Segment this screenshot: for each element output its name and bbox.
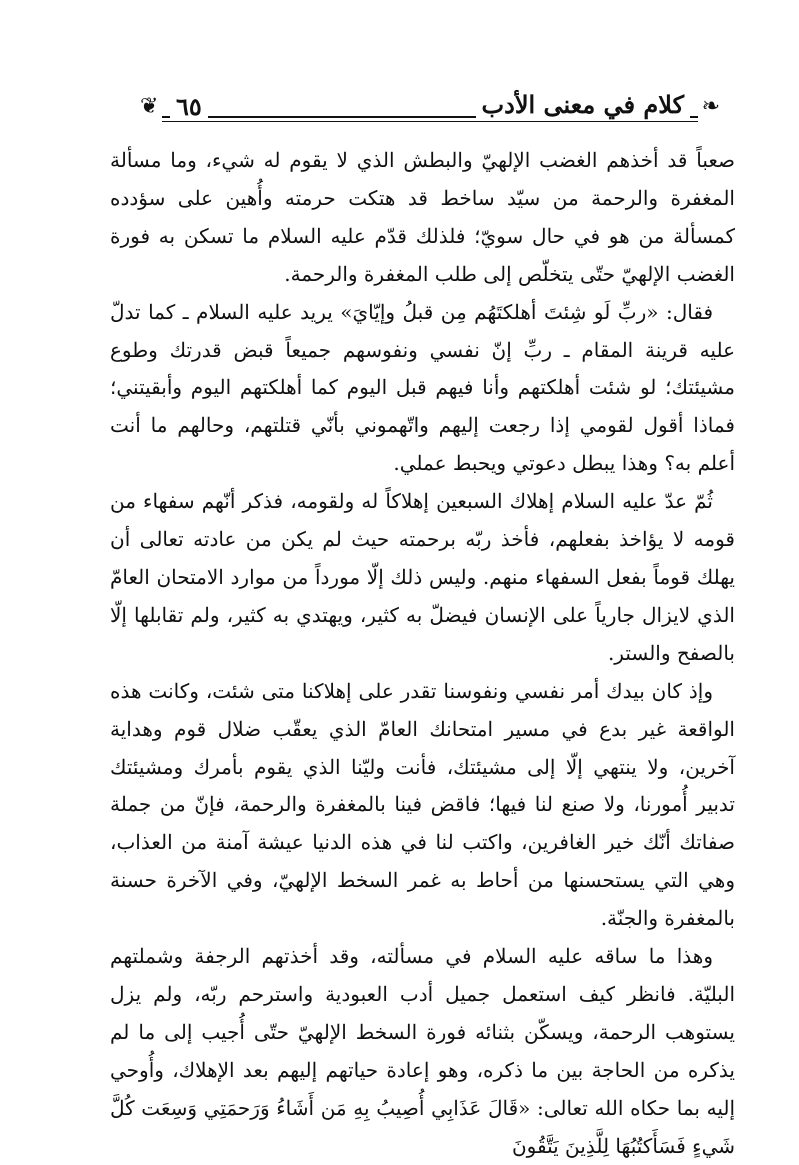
ornament-right-icon: ❧: [701, 94, 720, 119]
ornament-left-icon: ❦: [140, 94, 159, 119]
chapter-title: كلام في معنى الأدب: [476, 90, 690, 119]
paragraph: فقال: «ربِّ لَو شِئتَ أهلكتَهُم مِن قبلُ وإيّايَ» يريد عليه السلام ـ كما تدلّ عليه قرينة المقام ـ ربِّ إنّ نفسي ونفوسهم جميعاً قبض قدرتك وطوع مشيئتك؛ لو شئت أهلكتهم وأنا فيهم قبل اليوم كما أهلكتهم اليوم وأبقيتني؛ فماذا أقول لقومي إذا رجعت إليهم واتّهموني بأنّي قتلتهم، وحالهم ما أنت أعلم به؟ وهذا يبطل دعوتي ويحبط عملي.: [110, 299, 735, 476]
paragraph: وهذا ما ساقه عليه السلام في مسألته، وقد أخذتهم الرجفة وشملتهم البليّة. فانظر كيف استعمل جميل أدب العبودية واسترحم ربّه، ولم يزل يستوهب الرحمة، ويسكّن بثنائه فورة السخط الإلهيّ حتّى أُجيب إلى ما لم يذكره من الحاجة بين ما ذكره، وهو إعادة حياتهم إليهم بعد الإهلاك، وأُوحي إليه بما حكاه الله تعالى: «قَالَ عَذَابِي أُصِيبُ بِهِ مَن أَشَاءُ وَرَحمَتِي وَسِعَت كُلَّ شَيءٍ فَسَأَكتُبُهَا لِلَّذِينَ يَتَّقُونَ: [110, 944, 735, 1158]
header-rule-thin: [162, 121, 698, 122]
body-text: [110, 142, 735, 1165]
running-header: [140, 88, 720, 128]
paragraph: ثُمّ عدّ عليه السلام إهلاك السبعين إهلاكاً له ولقومه، فذكر أنّهم سفهاء من قومه لا يؤاخذ بفعلهم، فأخذ ربّه برحمته حيث لم يكن من عادته تعالى أن يهلك قوماً بفعل السفهاء منهم. وليس ذلك إلّا مورداً من موارد الامتحان العامّ الذي لايزال جارياً على الإنسان فيضلّ به كثير، ويهتدي به كثير، ولم تقابلها إلّا بالصفح والستر.: [110, 489, 735, 665]
page-number: ٦٥: [170, 92, 208, 121]
paragraph: صعباً قد أخذهم الغضب الإلهيّ والبطش الذي لا يقوم له شيء، وما مسألة المغفرة والرحمة من سيّد ساخط قد هتكت حرمته وأُهين على سؤدده كمسألة من هو في حال سويّ؛ فلذلك قدّم عليه السلام ما تسكن به فورة الغضب الإلهيّ حتّى يتخلّص إلى طلب المغفرة والرحمة.: [110, 148, 735, 286]
paragraph: وإذ كان بيدك أمر نفسي ونفوسنا تقدر على إهلاكنا متى شئت، وكانت هذه الواقعة غير بدع في مسير امتحانك العامّ الذي يعقّب ضلال قوم وهداية آخرين، ولا ينتهي إلّا إلى مشيئتك، فأنت وليّنا الذي يقوم بأمرك ومشيئتك تدبير أُمورنا، ولا صنع لنا فيها؛ فاقض فينا بالمغفرة والرحمة، فإنّ من جملة صفاتك أنّك خير الغافرين، واكتب لنا في هذه الدنيا عيشة آمنة من العذاب، وهي التي يستحسنها من أحاط به غمر السخط الإلهيّ، وفي الآخرة حسنة بالمغفرة والجنّة.: [110, 678, 735, 931]
